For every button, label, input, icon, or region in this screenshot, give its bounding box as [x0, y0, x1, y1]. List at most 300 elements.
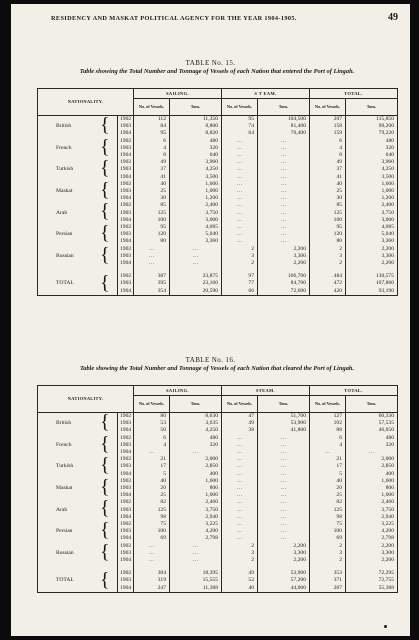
- year-cell: 1904: [118, 449, 134, 456]
- nationality-cell: [38, 528, 118, 535]
- steam-vessels-cell: ...: [222, 159, 258, 166]
- steam-vessels-cell: ...: [222, 485, 258, 492]
- steam-vessels-cell: 2: [222, 260, 258, 267]
- table-row: [38, 535, 398, 542]
- table-row: [38, 413, 398, 421]
- steam-tons-cell: 104,500: [258, 116, 310, 124]
- total-tons-cell: 640: [346, 152, 398, 159]
- total-vessels-cell: 37: [310, 166, 346, 173]
- total-tons-cell: 2,850: [346, 463, 398, 470]
- steam-vessels-cell: 49: [222, 570, 258, 577]
- total-tons-cell: 72,755: [346, 577, 398, 584]
- steam-tons-cell: ...: [258, 174, 310, 181]
- total-tons-cell: 2,000: [346, 456, 398, 463]
- steam-vessels-cell: ...: [222, 442, 258, 449]
- total-tons-cell: 57,535: [346, 420, 398, 427]
- steam-vessels-cell: 3: [222, 253, 258, 260]
- total-tons-cell: 3,000: [346, 217, 398, 224]
- steam-tons-cell: ...: [258, 202, 310, 209]
- sailing-vessels-cell: 37: [134, 166, 170, 173]
- steam-vessels-cell: 77: [222, 280, 258, 287]
- sailing-tons-cell: 8,800: [170, 123, 222, 130]
- sailing-tons-cell: 3,225: [170, 521, 222, 528]
- header-nationality: NATIONALITY.: [38, 89, 134, 116]
- nationality-cell: [38, 138, 118, 145]
- sailing-tons-cell: 23,160: [170, 280, 222, 287]
- year-cell: 1904: [118, 471, 134, 478]
- year-cell: 1903: [118, 280, 134, 287]
- table-15: [37, 88, 398, 296]
- steam-tons-cell: ...: [258, 499, 310, 506]
- table-row: [38, 463, 398, 470]
- steam-vessels-cell: ...: [222, 224, 258, 231]
- steam-vessels-cell: ...: [222, 463, 258, 470]
- sailing-vessels-cell: 69: [134, 535, 170, 542]
- sailing-vessels-cell: 30: [134, 195, 170, 202]
- total-tons-cell: ...: [346, 449, 398, 456]
- table-row: [38, 442, 398, 449]
- total-tons-cell: 46,050: [346, 427, 398, 434]
- nationality-cell: [38, 210, 118, 217]
- steam-vessels-cell: ...: [222, 210, 258, 217]
- total-vessels-cell: 3: [310, 550, 346, 557]
- table-row: [38, 217, 398, 224]
- year-cell: 1902: [118, 224, 134, 231]
- total-tons-cell: 130,575: [346, 273, 398, 280]
- year-cell: 1902: [118, 273, 134, 280]
- table-16-title: TABLE No. 16.: [185, 356, 236, 364]
- steam-vessels-cell: 74: [222, 123, 258, 130]
- table-row: [38, 478, 398, 485]
- sailing-tons-cell: 2,940: [170, 514, 222, 521]
- nationality-label: French: [56, 441, 72, 448]
- sailing-tons-cell: 3,750: [170, 507, 222, 514]
- year-cell: 1902: [118, 181, 134, 188]
- sailing-tons-cell: 2,400: [170, 202, 222, 209]
- year-cell: 1904: [118, 130, 134, 137]
- table-row: [38, 210, 398, 217]
- table-row: [38, 507, 398, 514]
- steam-vessels-cell: ...: [222, 217, 258, 224]
- table-row: [38, 499, 398, 506]
- steam-tons-cell: 2,200: [258, 543, 310, 550]
- nationality-cell: [38, 166, 118, 173]
- steam-tons-cell: ...: [258, 514, 310, 521]
- sailing-vessels-cell: 319: [134, 577, 170, 584]
- page-number: 49: [388, 12, 398, 23]
- year-cell: 1902: [118, 521, 134, 528]
- sailing-vessels-cell: ...: [134, 246, 170, 253]
- total-vessels-cell: ...: [310, 449, 346, 456]
- sailing-tons-cell: 1,200: [170, 195, 222, 202]
- total-vessels-cell: 484: [310, 273, 346, 280]
- sailing-tons-cell: 4,200: [170, 528, 222, 535]
- steam-tons-cell: ...: [258, 217, 310, 224]
- header-tons: Tons.: [258, 99, 310, 116]
- steam-vessels-cell: ...: [222, 471, 258, 478]
- steam-tons-cell: ...: [258, 507, 310, 514]
- steam-vessels-cell: 66: [222, 288, 258, 296]
- sailing-tons-cell: 3,960: [170, 159, 222, 166]
- header-vessels: No. of Vessels.: [134, 396, 170, 413]
- steam-vessels-cell: ...: [222, 138, 258, 145]
- nationality-cell: [38, 585, 118, 593]
- steam-vessels-cell: 47: [222, 413, 258, 421]
- sailing-vessels-cell: 354: [134, 288, 170, 296]
- steam-vessels-cell: ...: [222, 507, 258, 514]
- total-tons-cell: 79,220: [346, 130, 398, 137]
- sailing-vessels-cell: 85: [134, 202, 170, 209]
- sailing-tons-cell: 4,085: [170, 224, 222, 231]
- sailing-tons-cell: 8,630: [170, 413, 222, 421]
- header-vessels: No. of Vessels.: [310, 396, 346, 413]
- table-row: [38, 577, 398, 584]
- total-tons-cell: 480: [346, 138, 398, 145]
- table-row: [38, 224, 398, 231]
- steam-tons-cell: ...: [258, 231, 310, 238]
- total-tons-cell: 2,200: [346, 543, 398, 550]
- sailing-vessels-cell: 304: [134, 570, 170, 577]
- year-cell: 1902: [118, 246, 134, 253]
- total-vessels-cell: 75: [310, 521, 346, 528]
- total-tons-cell: 2,400: [346, 202, 398, 209]
- total-tons-cell: 4,250: [346, 166, 398, 173]
- total-tons-cell: 3,360: [346, 238, 398, 245]
- nationality-cell: [38, 288, 118, 296]
- header-tons: Tons.: [170, 396, 222, 413]
- steam-tons-cell: ...: [258, 195, 310, 202]
- table-row: [38, 585, 398, 593]
- steam-tons-cell: 106,700: [258, 273, 310, 280]
- sailing-tons-cell: 800: [170, 485, 222, 492]
- year-cell: 1904: [118, 557, 134, 564]
- total-tons-cell: 60,330: [346, 413, 398, 421]
- total-tons-cell: 400: [346, 471, 398, 478]
- steam-vessels-cell: ...: [222, 238, 258, 245]
- year-cell: 1903: [118, 420, 134, 427]
- table-16-caption: Table showing the Total Number and Tonnage of Vessels of each Nation that cleared the Port of Lingah.: [79, 365, 355, 372]
- table-row: [38, 570, 398, 577]
- sailing-vessels-cell: 100: [134, 217, 170, 224]
- steam-vessels-cell: 52: [222, 577, 258, 584]
- sailing-vessels-cell: 125: [134, 507, 170, 514]
- steam-tons-cell: 81,400: [258, 123, 310, 130]
- nationality-label: TOTAL: [56, 577, 74, 584]
- total-vessels-cell: 88: [310, 427, 346, 434]
- sailing-vessels-cell: 82: [134, 499, 170, 506]
- total-vessels-cell: 420: [310, 288, 346, 296]
- sailing-tons-cell: 1,600: [170, 181, 222, 188]
- sailing-vessels-cell: ...: [134, 543, 170, 550]
- steam-vessels-cell: 2: [222, 246, 258, 253]
- nationality-label: British: [56, 123, 72, 130]
- total-tons-cell: 115,850: [346, 116, 398, 124]
- steam-tons-cell: 2,200: [258, 246, 310, 253]
- steam-tons-cell: 57,200: [258, 577, 310, 584]
- total-vessels-cell: 49: [310, 159, 346, 166]
- total-vessels-cell: 4: [310, 442, 346, 449]
- year-cell: 1902: [118, 456, 134, 463]
- total-tons-cell: 320: [346, 442, 398, 449]
- total-tons-cell: 1,200: [346, 195, 398, 202]
- table-row: [38, 238, 398, 245]
- table-row: [38, 159, 398, 166]
- steam-vessels-cell: ...: [222, 202, 258, 209]
- nationality-cell: [38, 499, 118, 506]
- sailing-vessels-cell: 50: [134, 427, 170, 434]
- total-vessels-cell: 120: [310, 231, 346, 238]
- table-row: [38, 260, 398, 267]
- table-15-caption: Table showing the Total Number and Tonnage of Vessels of each Nation that entered the Port of Lingah.: [79, 68, 355, 75]
- steam-tons-cell: ...: [258, 535, 310, 542]
- sailing-tons-cell: ...: [170, 543, 222, 550]
- year-cell: 1904: [118, 492, 134, 499]
- header-tons: Tons.: [170, 99, 222, 116]
- steam-vessels-cell: 97: [222, 273, 258, 280]
- steam-vessels-cell: 3: [222, 550, 258, 557]
- steam-vessels-cell: ...: [222, 181, 258, 188]
- table-row: [38, 246, 398, 253]
- sailing-vessels-cell: 20: [134, 485, 170, 492]
- sailing-vessels-cell: 49: [134, 159, 170, 166]
- table-row: [38, 152, 398, 159]
- total-vessels-cell: 2: [310, 557, 346, 564]
- year-cell: 1902: [118, 138, 134, 145]
- table-row: [38, 202, 398, 209]
- table-row: [38, 521, 398, 528]
- total-tons-cell: 480: [346, 435, 398, 442]
- total-tons-cell: 320: [346, 145, 398, 152]
- nationality-cell: [38, 253, 118, 260]
- total-vessels-cell: 82: [310, 499, 346, 506]
- sailing-tons-cell: 3,360: [170, 238, 222, 245]
- year-cell: 1903: [118, 188, 134, 195]
- sailing-tons-cell: 1,000: [170, 188, 222, 195]
- sailing-tons-cell: 2,798: [170, 535, 222, 542]
- steam-tons-cell: ...: [258, 456, 310, 463]
- table-row: [38, 145, 398, 152]
- sailing-tons-cell: 11,350: [170, 116, 222, 124]
- nationality-label: Arab: [56, 506, 68, 513]
- steam-tons-cell: ...: [258, 238, 310, 245]
- total-vessels-cell: 8: [310, 152, 346, 159]
- year-cell: 1904: [118, 217, 134, 224]
- total-vessels-cell: 40: [310, 181, 346, 188]
- total-vessels-cell: 5: [310, 471, 346, 478]
- nationality-label: Russian: [56, 252, 74, 259]
- table-row: [38, 166, 398, 173]
- nationality-cell: [38, 260, 118, 267]
- table-row: [38, 130, 398, 137]
- table-row: [38, 253, 398, 260]
- total-vessels-cell: 17: [310, 463, 346, 470]
- steam-vessels-cell: ...: [222, 478, 258, 485]
- sailing-tons-cell: ...: [170, 557, 222, 564]
- total-vessels-cell: 85: [310, 202, 346, 209]
- table-row: [38, 427, 398, 434]
- nationality-label: Persian: [56, 231, 73, 238]
- sailing-vessels-cell: 95: [134, 224, 170, 231]
- sailing-tons-cell: 20,590: [170, 288, 222, 296]
- nationality-cell: [38, 231, 118, 238]
- steam-tons-cell: 3,300: [258, 550, 310, 557]
- steam-tons-cell: ...: [258, 528, 310, 535]
- steam-tons-cell: 84,700: [258, 280, 310, 287]
- nationality-label: French: [56, 144, 72, 151]
- total-tons-cell: 55,388: [346, 585, 398, 593]
- total-tons-cell: 3,300: [346, 253, 398, 260]
- nationality-cell: [38, 485, 118, 492]
- sailing-vessels-cell: ...: [134, 260, 170, 267]
- nationality-cell: [38, 188, 118, 195]
- total-vessels-cell: 30: [310, 195, 346, 202]
- footer-mark: [384, 625, 387, 628]
- table-row: [38, 435, 398, 442]
- sailing-tons-cell: ...: [170, 260, 222, 267]
- table-row: [38, 471, 398, 478]
- total-vessels-cell: 25: [310, 492, 346, 499]
- sailing-vessels-cell: ...: [134, 253, 170, 260]
- total-vessels-cell: 125: [310, 507, 346, 514]
- nationality-label: Maskat: [56, 188, 73, 195]
- total-tons-cell: 1,000: [346, 188, 398, 195]
- steam-tons-cell: ...: [258, 166, 310, 173]
- sailing-vessels-cell: 395: [134, 280, 170, 287]
- year-cell: 1902: [118, 570, 134, 577]
- total-vessels-cell: 472: [310, 280, 346, 287]
- nationality-cell: [38, 116, 118, 124]
- header-tons: Tons.: [346, 99, 398, 116]
- nationality-cell: [38, 557, 118, 564]
- sailing-vessels-cell: ...: [134, 550, 170, 557]
- total-tons-cell: 2,200: [346, 246, 398, 253]
- sailing-vessels-cell: ...: [134, 449, 170, 456]
- header-sailing: SAILING.: [134, 386, 222, 396]
- steam-tons-cell: 72,600: [258, 288, 310, 296]
- steam-vessels-cell: 64: [222, 130, 258, 137]
- total-vessels-cell: 80: [310, 238, 346, 245]
- sailing-tons-cell: 320: [170, 442, 222, 449]
- nationality-cell: [38, 570, 118, 577]
- nationality-cell: [38, 550, 118, 557]
- total-tons-cell: 2,798: [346, 535, 398, 542]
- steam-vessels-cell: ...: [222, 195, 258, 202]
- steam-tons-cell: 3,300: [258, 253, 310, 260]
- sailing-vessels-cell: 40: [134, 181, 170, 188]
- steam-vessels-cell: ...: [222, 435, 258, 442]
- sailing-vessels-cell: 40: [134, 478, 170, 485]
- total-tons-cell: 4,200: [346, 528, 398, 535]
- total-vessels-cell: 287: [310, 585, 346, 593]
- year-cell: 1902: [118, 543, 134, 550]
- header-sailing: SAILING.: [134, 89, 222, 99]
- sailing-vessels-cell: 84: [134, 123, 170, 130]
- steam-vessels-cell: ...: [222, 528, 258, 535]
- table-row: [38, 550, 398, 557]
- header-vessels: No. of Vessels.: [134, 99, 170, 116]
- total-tons-cell: 72,295: [346, 570, 398, 577]
- total-vessels-cell: 69: [310, 535, 346, 542]
- sailing-tons-cell: 480: [170, 435, 222, 442]
- header-nationality: NATIONALITY.: [38, 386, 134, 413]
- header-tons: Tons.: [346, 396, 398, 413]
- year-cell: 1904: [118, 427, 134, 434]
- total-tons-cell: 1,600: [346, 181, 398, 188]
- sailing-vessels-cell: 98: [134, 514, 170, 521]
- sailing-vessels-cell: 95: [134, 130, 170, 137]
- total-tons-cell: 3,960: [346, 159, 398, 166]
- total-vessels-cell: 100: [310, 217, 346, 224]
- steam-vessels-cell: ...: [222, 166, 258, 173]
- year-cell: 1903: [118, 463, 134, 470]
- table-row: [38, 492, 398, 499]
- sailing-tons-cell: 15,555: [170, 577, 222, 584]
- steam-tons-cell: ...: [258, 478, 310, 485]
- sailing-tons-cell: 3,500: [170, 174, 222, 181]
- year-cell: 1904: [118, 535, 134, 542]
- steam-tons-cell: 2,200: [258, 557, 310, 564]
- table-row: [38, 420, 398, 427]
- year-cell: 1902: [118, 159, 134, 166]
- steam-vessels-cell: 40: [222, 585, 258, 593]
- steam-tons-cell: ...: [258, 224, 310, 231]
- sailing-vessels-cell: 112: [134, 116, 170, 124]
- sailing-vessels-cell: 21: [134, 456, 170, 463]
- sailing-tons-cell: 4,250: [170, 166, 222, 173]
- total-tons-cell: 3,225: [346, 521, 398, 528]
- nationality-cell: [38, 224, 118, 231]
- total-tons-cell: 3,500: [346, 174, 398, 181]
- year-cell: 1903: [118, 145, 134, 152]
- nationality-cell: [38, 181, 118, 188]
- total-vessels-cell: 3: [310, 253, 346, 260]
- steam-tons-cell: ...: [258, 463, 310, 470]
- total-tons-cell: 1,600: [346, 478, 398, 485]
- document-page: [11, 4, 410, 636]
- sailing-tons-cell: 2,850: [170, 463, 222, 470]
- table-row: [38, 528, 398, 535]
- total-tons-cell: 3,750: [346, 210, 398, 217]
- steam-tons-cell: ...: [258, 471, 310, 478]
- nationality-cell: [38, 507, 118, 514]
- total-vessels-cell: 6: [310, 138, 346, 145]
- nationality-label: TOTAL: [56, 280, 74, 287]
- total-vessels-cell: 40: [310, 478, 346, 485]
- steam-tons-cell: ...: [258, 210, 310, 217]
- total-vessels-cell: 159: [310, 130, 346, 137]
- nationality-cell: [38, 123, 118, 130]
- nationality-label: Maskat: [56, 485, 73, 492]
- steam-tons-cell: ...: [258, 485, 310, 492]
- steam-tons-cell: ...: [258, 159, 310, 166]
- year-cell: 1903: [118, 485, 134, 492]
- header-steam: STEAM.: [222, 386, 310, 396]
- year-cell: 1902: [118, 435, 134, 442]
- total-vessels-cell: 2: [310, 260, 346, 267]
- nationality-cell: [38, 280, 118, 287]
- sailing-vessels-cell: 80: [134, 413, 170, 421]
- sailing-tons-cell: 640: [170, 152, 222, 159]
- total-tons-cell: 2,200: [346, 557, 398, 564]
- total-tons-cell: 3,750: [346, 507, 398, 514]
- sailing-vessels-cell: 120: [134, 231, 170, 238]
- table-row: [38, 273, 398, 280]
- total-tons-cell: 107,860: [346, 280, 398, 287]
- total-vessels-cell: 102: [310, 420, 346, 427]
- nationality-cell: [38, 521, 118, 528]
- year-cell: 1903: [118, 166, 134, 173]
- table-row: [38, 543, 398, 550]
